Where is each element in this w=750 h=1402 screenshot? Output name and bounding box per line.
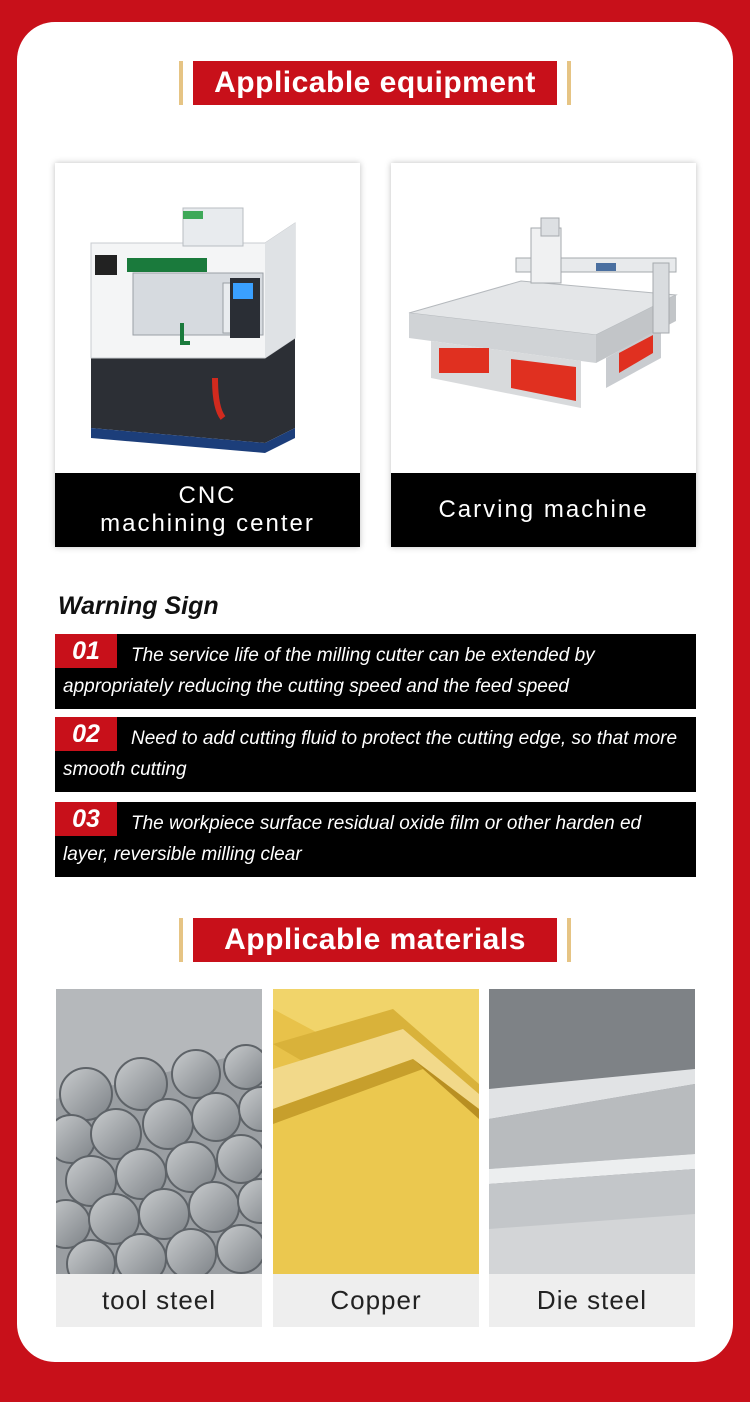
content-card [17,22,733,1362]
equipment-caption-cnc: CNC machining center [55,473,360,547]
warning-text: The workpiece surface residual oxide film or other harden ed layer, reversible milling clear [63,813,642,865]
material-card-copper [273,989,479,1327]
title-right-bar [567,918,571,962]
equipment-card-carving [391,163,696,547]
equipment-title: Applicable equipment [193,61,557,105]
materials-section-title [17,915,733,965]
equipment-section-title [17,58,733,108]
material-card-tool-steel [56,989,262,1327]
title-left-bar [179,918,183,962]
equipment-caption-carving: Carving machine [391,473,696,547]
material-label: tool steel [101,1285,217,1315]
materials-title: Applicable materials [193,918,557,962]
die-steel-plates-photo-icon [489,989,695,1274]
warning-item-02 [55,717,696,792]
cnc-machine-photo-icon [55,163,360,473]
warning-item-03 [55,802,696,877]
warning-text: Need to add cutting fluid to protect the cutting edge, so that more smooth cutting [63,728,678,780]
carving-machine-photo-icon [391,163,696,473]
warning-heading: Warning Sign [58,592,219,620]
warning-number: 01 [55,634,117,668]
warning-text: The service life of the milling cutter can be extended by appropriately reducing the cutting speed and the feed speed [63,645,595,697]
copper-sheets-photo-icon [273,989,479,1274]
equipment-card-cnc [55,163,360,547]
warning-number: 02 [55,717,117,751]
steel-bars-photo-icon [56,989,262,1274]
material-card-die-steel [489,989,695,1327]
material-label: Copper [330,1285,422,1315]
material-label: Die steel [536,1285,648,1315]
warning-item-01 [55,634,696,709]
title-left-bar [179,61,183,105]
warning-number: 03 [55,802,117,836]
title-right-bar [567,61,571,105]
